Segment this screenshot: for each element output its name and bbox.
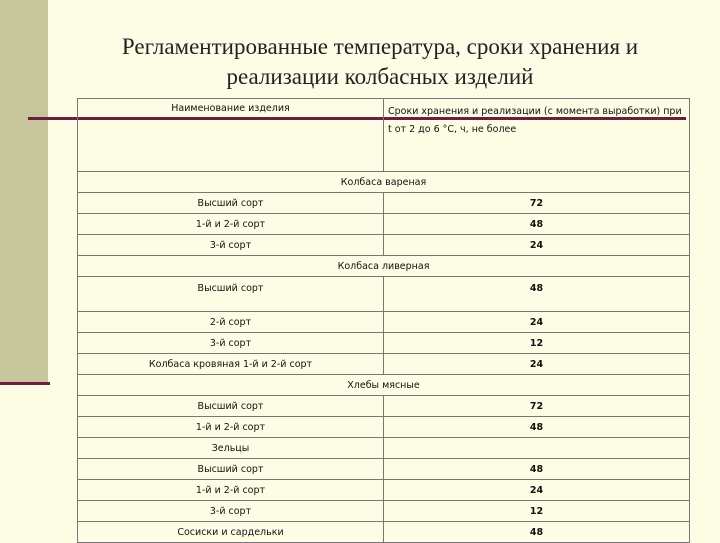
- product-name-cell: Высший сорт: [78, 193, 384, 214]
- storage-hours-cell: 48: [384, 277, 690, 312]
- storage-hours-cell: 48: [384, 417, 690, 438]
- storage-hours-cell: 12: [384, 333, 690, 354]
- section-title: Зельцы: [78, 438, 384, 459]
- table-row: [78, 277, 690, 312]
- table-row: [78, 214, 690, 235]
- table-row: [78, 459, 690, 480]
- product-name-cell: Высший сорт: [78, 277, 384, 312]
- storage-hours-cell: 72: [384, 193, 690, 214]
- storage-hours-cell: 24: [384, 235, 690, 256]
- product-name-cell: 3-й сорт: [78, 235, 384, 256]
- product-name-cell: Высший сорт: [78, 459, 384, 480]
- storage-hours-cell: 24: [384, 312, 690, 333]
- section-title: Хлебы мясные: [78, 375, 690, 396]
- table-row: [78, 501, 690, 522]
- section-title: Колбаса ливерная: [78, 256, 690, 277]
- storage-hours-cell: 72: [384, 396, 690, 417]
- table-header-row: [78, 99, 690, 172]
- section-row: [78, 256, 690, 277]
- table-row: [78, 480, 690, 501]
- product-name-cell: 3-й сорт: [78, 501, 384, 522]
- storage-hours-cell: 48: [384, 214, 690, 235]
- product-name-cell: Колбаса кровяная 1-й и 2-й сорт: [78, 354, 384, 375]
- storage-hours-cell: 24: [384, 354, 690, 375]
- product-name-cell: 2-й сорт: [78, 312, 384, 333]
- header-product-name: Наименование изделия: [78, 99, 384, 172]
- table-row: [78, 354, 690, 375]
- storage-hours-cell: 48: [384, 522, 690, 543]
- slide-title-line-1: Регламентированные температура, сроки хранения и: [121, 34, 639, 59]
- side-accent-rule: [0, 382, 50, 385]
- table-row: [78, 193, 690, 214]
- table-row: [78, 522, 690, 543]
- table-row: [78, 312, 690, 333]
- section-row: [78, 375, 690, 396]
- product-name-cell: 1-й и 2-й сорт: [78, 214, 384, 235]
- product-name-cell: 1-й и 2-й сорт: [78, 480, 384, 501]
- storage-hours-cell: 24: [384, 480, 690, 501]
- section-row: [78, 438, 690, 459]
- storage-terms-table: [77, 98, 690, 543]
- slide-title: [60, 32, 700, 92]
- product-name-cell: 3-й сорт: [78, 333, 384, 354]
- table-row: [78, 333, 690, 354]
- section-title: Колбаса вареная: [78, 172, 690, 193]
- header-storage-term: Сроки хранения и реализации (с момента выработки) при t от 2 до 6 °С, ч, не более: [384, 99, 690, 172]
- storage-hours-cell: 12: [384, 501, 690, 522]
- table-row: [78, 396, 690, 417]
- table-row: [78, 417, 690, 438]
- slide-title-line-2: реализации колбасных изделий: [226, 64, 534, 89]
- storage-hours-cell: 48: [384, 459, 690, 480]
- product-name-cell: Сосиски и сардельки: [78, 522, 384, 543]
- empty-cell: [384, 438, 690, 459]
- section-row: [78, 172, 690, 193]
- table-row: [78, 235, 690, 256]
- product-name-cell: Высший сорт: [78, 396, 384, 417]
- side-bar-decoration: [0, 0, 48, 385]
- product-name-cell: 1-й и 2-й сорт: [78, 417, 384, 438]
